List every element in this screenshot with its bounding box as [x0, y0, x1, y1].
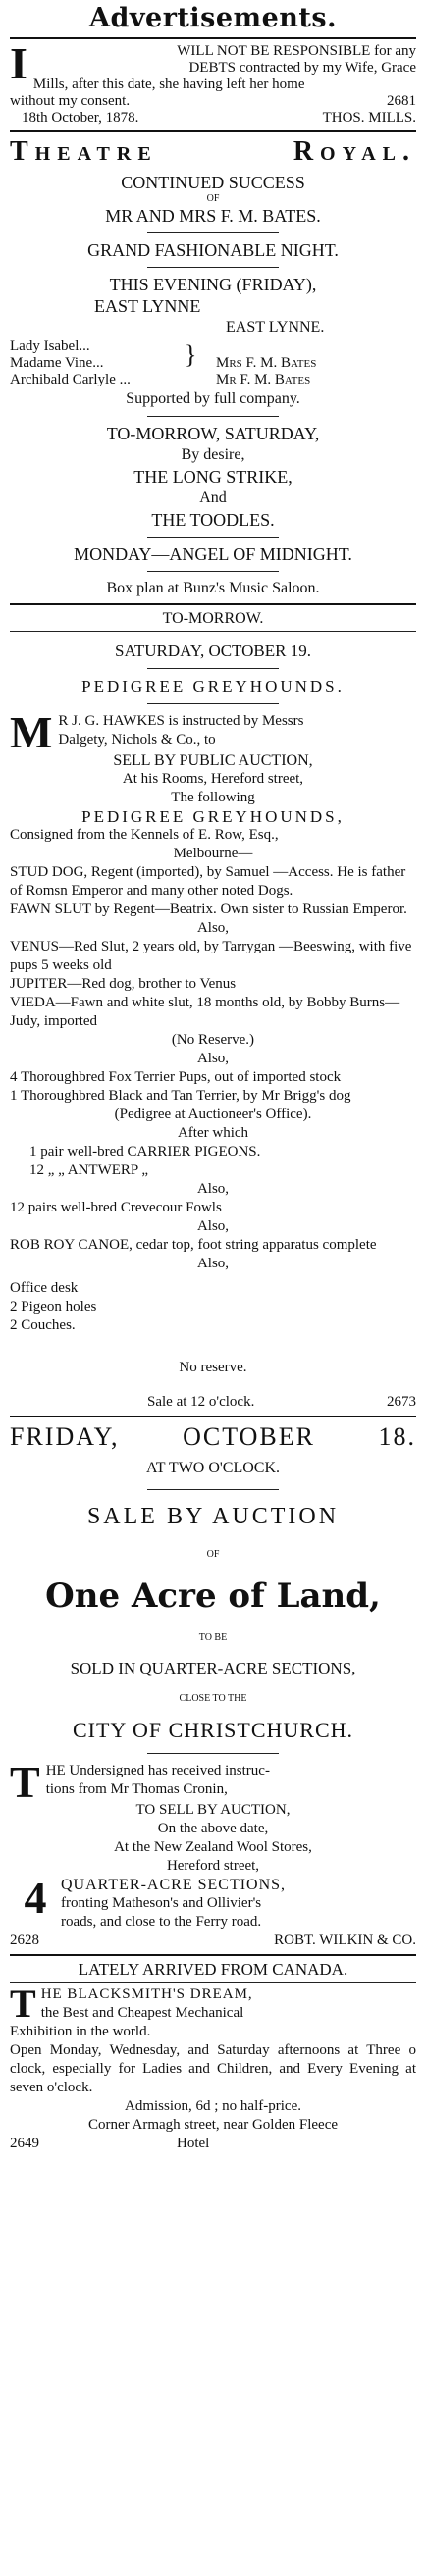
- lot: 2 Pigeon holes: [10, 1299, 97, 1314]
- lot: VENUS—Red Slut, 2 years old, by Tarrygan —Beeswing, with five pups 5 weeks old: [10, 939, 412, 973]
- body-line: TO SELL BY AUCTION,: [135, 1802, 291, 1818]
- sections-line: fronting Matheson's and Ollivier's: [61, 1895, 262, 1911]
- body-line: HE Undersigned has received instruc-: [45, 1763, 270, 1778]
- of-label: OF: [206, 193, 220, 204]
- reference-number: 2649: [10, 2136, 39, 2151]
- sell-by-auction: SELL BY PUBLIC AUCTION,: [113, 752, 313, 769]
- sale-time: Sale at 12 o'clock.: [147, 1394, 255, 1410]
- sale-by-auction: SALE BY AUCTION: [86, 1504, 340, 1529]
- sections-line: QUARTER-ACRE SECTIONS,: [61, 1877, 287, 1893]
- auction-time: AT TWO O'CLOCK.: [145, 1460, 281, 1476]
- lot: 2 Couches.: [10, 1317, 76, 1333]
- divider: [10, 603, 416, 605]
- close-to: CLOSE TO THE: [179, 1693, 247, 1704]
- play-name: EAST LYNNE: [94, 296, 201, 316]
- cast-list: [10, 338, 416, 388]
- cast-row: [10, 338, 416, 355]
- no-reserve-note: (No Reserve.): [171, 1032, 255, 1048]
- theatre-title-text: Theatre Royal.: [10, 136, 416, 167]
- to-be: TO BE: [198, 1632, 228, 1643]
- theatre-ad: [10, 136, 416, 599]
- footer-row: [10, 2135, 416, 2153]
- brace: }: [185, 340, 197, 369]
- pedigree-note: (Pedigree at Auctioneer's Office).: [114, 1107, 312, 1122]
- body-line: Exhibition in the world.: [10, 2024, 151, 2039]
- also: Also,: [196, 1218, 230, 1234]
- supported: Supported by full company.: [126, 390, 300, 407]
- notice-line: Mills, after this date, she having left her home: [32, 77, 305, 92]
- divider: [10, 631, 416, 632]
- greyhounds-ad: [10, 609, 416, 1412]
- greyhounds-title: PEDIGREE GREYHOUNDS.: [81, 677, 345, 696]
- this-evening: THIS EVENING (FRIDAY),: [109, 275, 317, 294]
- grand-night: GRAND FASHIONABLE NIGHT.: [87, 240, 339, 260]
- debts-notice: [10, 38, 416, 127]
- body-line: the Best and Cheapest Mechanical: [40, 2005, 244, 2021]
- land-body: [10, 1757, 416, 1876]
- rooms: At his Rooms, Hereford street,: [122, 771, 304, 787]
- body-line: On the above date,: [157, 1821, 269, 1836]
- divider: [147, 232, 279, 233]
- intro: [10, 707, 416, 757]
- divider: [10, 130, 416, 132]
- heading: LATELY ARRIVED FROM CANADA.: [78, 1960, 348, 1979]
- continued-success: CONTINUED SUCCESS: [121, 173, 305, 192]
- lot: 12 pairs well-bred Crevecour Fowls: [10, 1200, 222, 1215]
- divider: [147, 571, 279, 572]
- notice-line: WILL NOT BE RESPONSIBLE for any: [177, 43, 416, 59]
- divider: [147, 1489, 279, 1490]
- of-label: OF: [206, 1549, 220, 1560]
- monday: MONDAY—ANGEL OF MIDNIGHT.: [74, 544, 352, 564]
- signer: THOS. MILLS.: [322, 110, 416, 126]
- divider: [147, 668, 279, 669]
- sold-in-sections: SOLD IN QUARTER-ACRE SECTIONS,: [70, 1659, 356, 1677]
- divider: [10, 1954, 416, 1956]
- after-which: After which: [177, 1125, 249, 1141]
- section-count: 4: [24, 1873, 47, 1923]
- reference-number: 2628: [10, 1932, 39, 1948]
- also: Also,: [196, 1051, 230, 1066]
- body-line: tions from Mr Thomas Cronin,: [45, 1781, 228, 1797]
- also: Also,: [196, 1256, 230, 1271]
- by-desire: By desire,: [181, 446, 245, 463]
- land-title: One Acre of Land,: [45, 1576, 381, 1616]
- lot: 12 „ „ ANTWERP „: [29, 1162, 149, 1178]
- divider: [10, 1982, 416, 1983]
- section-heading: PEDIGREE GREYHOUNDS,: [81, 807, 345, 826]
- lot: VIEDA—Fawn and white slut, 18 months old, by Bobby Burns—Judy, imported: [10, 995, 400, 1029]
- play-name-right: EAST LYNNE.: [226, 319, 325, 335]
- dropcap: T: [10, 1982, 36, 2026]
- sections-line: roads, and close to the Ferry road.: [61, 1914, 262, 1930]
- body-line: Hereford street,: [166, 1858, 260, 1874]
- role: Madame Vine...: [10, 355, 104, 371]
- divider: [147, 703, 279, 704]
- tomorrow: TO-MORROW.: [162, 610, 264, 627]
- lot: JUPITER—Red dog, brother to Venus: [10, 976, 237, 992]
- land-auction-ad: [10, 1421, 416, 1950]
- lot: FAWN SLUT by Regent—Beatrix. Own sister to Russian Emperor.: [10, 902, 407, 917]
- sections-block: [10, 1873, 416, 1932]
- blacksmith-ad: [10, 1960, 416, 2153]
- lot: ROB ROY CANOE, cedar top, foot string apparatus complete: [10, 1237, 377, 1253]
- long-strike: THE LONG STRIKE,: [133, 467, 293, 487]
- body-line: HE BLACKSMITH'S DREAM,: [40, 1986, 253, 2002]
- city: CITY OF CHRISTCHURCH.: [72, 1718, 354, 1742]
- address: Corner Armagh street, near Golden Fleece: [87, 2117, 339, 2133]
- lot: 1 Thoroughbred Black and Tan Terrier, by Mr Brigg's dog: [10, 1088, 351, 1104]
- dropcap: M: [10, 707, 53, 757]
- performers: MR AND MRS F. M. BATES.: [105, 206, 321, 226]
- newspaper-page: [10, 0, 416, 2153]
- tomorrow-saturday: TO-MORROW, SATURDAY,: [106, 424, 320, 443]
- actor: Mrs F. M. Bates: [216, 355, 317, 371]
- divider: [10, 1416, 416, 1417]
- actor: Mr F. M. Bates: [216, 372, 311, 387]
- body-line: At the New Zealand Wool Stores,: [114, 1839, 312, 1855]
- masthead-title: Advertisements.: [89, 3, 337, 33]
- cast-row: [10, 372, 416, 388]
- hotel: Hotel: [177, 2136, 210, 2151]
- also: Also,: [196, 1181, 230, 1197]
- body-line: Open Monday, Wednesday, and Saturday afternoons at Three o clock, especially for Ladies and Children, and Every Evening at seven o'clock.: [10, 2042, 416, 2095]
- notice-line: DEBTS contracted by my Wife, Grace: [188, 60, 416, 76]
- also: Also,: [196, 920, 230, 936]
- intro-line: R J. G. HAWKES is instructed by Messrs: [58, 713, 304, 729]
- divider: [147, 1753, 279, 1754]
- reference-number: 2681: [387, 93, 416, 109]
- theatre-title: [10, 136, 416, 168]
- reference-number: 2673: [387, 1394, 416, 1410]
- melbourne: Melbourne—: [173, 846, 253, 861]
- notice-line: without my consent.: [10, 93, 131, 109]
- intro-line: Dalgety, Nichols & Co., to: [58, 732, 216, 747]
- role: Archibald Carlyle ...: [10, 372, 131, 387]
- following: The following: [171, 790, 255, 805]
- divider: [147, 416, 279, 417]
- divider: [147, 537, 279, 538]
- admission: Admission, 6d ; no half-price.: [125, 2098, 301, 2114]
- auctioneer: ROBT. WILKIN & CO.: [274, 1932, 416, 1948]
- no-reserve: No reserve.: [179, 1360, 247, 1375]
- and-label: And: [199, 489, 227, 506]
- lot: 1 pair well-bred CARRIER PIGEONS.: [29, 1144, 261, 1159]
- auction-date: SATURDAY, OCTOBER 19.: [115, 642, 311, 660]
- dropcap: T: [10, 1757, 40, 1807]
- divider: [10, 37, 416, 39]
- cast-row: [10, 355, 416, 372]
- lot: 4 Thoroughbred Fox Terrier Pups, out of imported stock: [10, 1069, 342, 1085]
- lot: Office desk: [10, 1280, 79, 1296]
- box-plan: Box plan at Bunz's Music Saloon.: [106, 580, 320, 596]
- masthead: [10, 4, 416, 33]
- lot: STUD DOG, Regent (imported), by Samuel —Access. He is father of Romsn Emperor and many other noted Dogs.: [10, 864, 406, 899]
- toodles: THE TOODLES.: [151, 510, 275, 530]
- consigned: Consigned from the Kennels of E. Row, Esq.,: [10, 827, 279, 843]
- dropcap: I: [10, 38, 27, 88]
- auction-date: FRIDAY, OCTOBER 18.: [10, 1422, 416, 1451]
- divider: [147, 267, 279, 268]
- role: Lady Isabel...: [10, 338, 90, 354]
- notice-date: 18th October, 1878.: [22, 110, 139, 126]
